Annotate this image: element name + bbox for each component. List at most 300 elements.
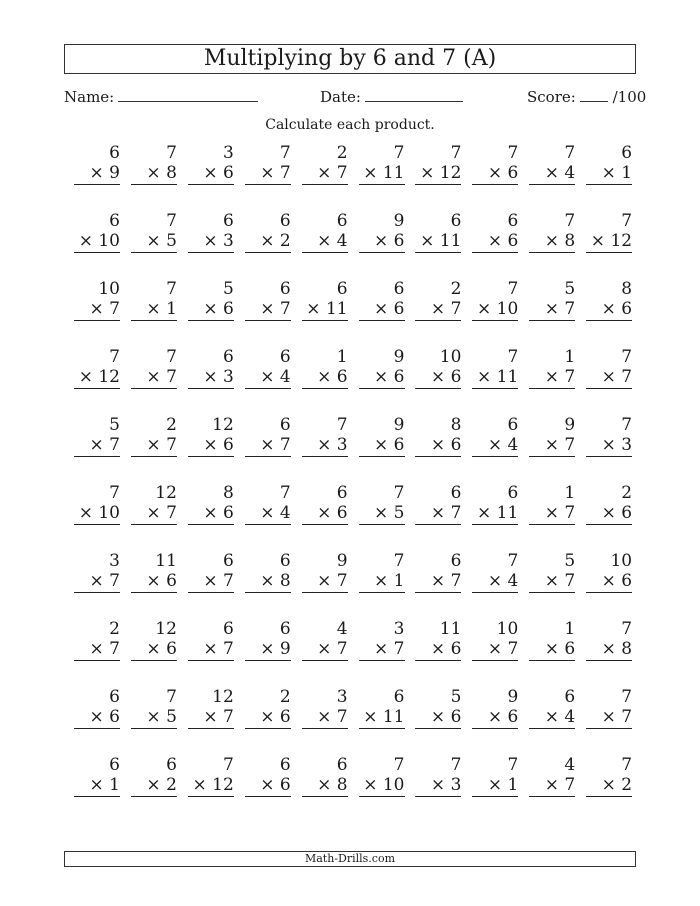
problem (472, 347, 518, 389)
multiplier: 8 (621, 639, 633, 659)
multiplier-line (131, 435, 177, 457)
multiplier-line (529, 571, 575, 593)
multiplicand: 7 (507, 143, 519, 163)
multiplicand: 6 (109, 755, 120, 775)
multiplier: 6 (166, 571, 177, 591)
problem (131, 347, 177, 389)
multiplier: 7 (109, 435, 120, 455)
multiplier: 11 (496, 367, 519, 387)
times-sign: × (374, 435, 389, 455)
problem (188, 211, 234, 253)
problem (302, 687, 348, 729)
multiplier-line (359, 163, 405, 185)
problem (529, 755, 575, 797)
multiplier-line (472, 435, 518, 457)
multiplicand: 2 (166, 415, 177, 435)
problem (302, 279, 348, 321)
multiplicand: 7 (621, 687, 633, 707)
multiplier: 7 (222, 639, 234, 659)
multiplier-line (188, 707, 234, 729)
multiplier: 1 (621, 163, 633, 183)
multiplier: 5 (393, 503, 405, 523)
multiplicand: 9 (336, 551, 348, 571)
multiplicand: 6 (222, 347, 234, 367)
multiplier: 6 (621, 503, 633, 523)
multiplier-line (188, 299, 234, 321)
times-sign: × (89, 639, 104, 659)
multiplicand: 7 (621, 415, 633, 435)
info-row (0, 86, 700, 110)
times-sign: × (374, 299, 389, 319)
multiplier-line (302, 639, 348, 661)
problem (74, 279, 120, 321)
problem-row (64, 619, 636, 687)
multiplier-line (359, 503, 405, 525)
times-sign: × (260, 435, 275, 455)
multiplier: 4 (564, 707, 576, 727)
multiplier: 3 (222, 231, 234, 251)
multiplier: 4 (507, 571, 519, 591)
times-sign: × (430, 707, 446, 727)
multiplicand: 6 (279, 619, 291, 639)
times-sign: × (430, 571, 446, 591)
multiplicand: 7 (507, 551, 519, 571)
multiplier: 6 (393, 435, 405, 455)
problem-grid (64, 143, 636, 823)
times-sign: × (430, 299, 446, 319)
multiplier: 7 (279, 163, 291, 183)
times-sign: × (430, 503, 446, 523)
multiplicand: 6 (222, 619, 234, 639)
multiplicand: 8 (222, 483, 234, 503)
problem (586, 687, 632, 729)
multiplier-line (359, 775, 405, 797)
multiplier: 3 (222, 367, 234, 387)
multiplier-line (302, 163, 348, 185)
multiplier: 6 (564, 639, 576, 659)
multiplicand: 10 (496, 619, 519, 639)
times-sign: × (601, 571, 616, 591)
problem (245, 347, 291, 389)
multiplier: 6 (222, 503, 234, 523)
times-sign: × (203, 707, 218, 727)
multiplicand: 6 (393, 687, 405, 707)
times-sign: × (146, 163, 161, 183)
problem (131, 483, 177, 525)
multiplier-line (472, 639, 518, 661)
multiplicand: 7 (507, 279, 519, 299)
score-blank-line (580, 86, 608, 102)
multiplier: 7 (222, 707, 234, 727)
problem-row (64, 687, 636, 755)
problem (529, 415, 575, 457)
problem (131, 687, 177, 729)
multiplier-line (359, 707, 405, 729)
multiplicand: 3 (222, 143, 234, 163)
multiplier: 7 (166, 435, 177, 455)
multiplicand: 7 (450, 755, 462, 775)
times-sign: × (601, 639, 616, 659)
problem (131, 551, 177, 593)
score-label: Score: (527, 88, 576, 106)
multiplier-line (529, 639, 575, 661)
multiplier: 6 (621, 299, 633, 319)
multiplier-line (74, 163, 120, 185)
problem (472, 483, 518, 525)
multiplicand: 5 (109, 415, 120, 435)
multiplier: 6 (450, 367, 462, 387)
multiplier-line (245, 231, 291, 253)
multiplier: 7 (564, 775, 576, 795)
multiplier-line (131, 775, 177, 797)
times-sign: × (317, 639, 332, 659)
multiplier: 6 (507, 707, 519, 727)
problem (359, 755, 405, 797)
times-sign: × (146, 299, 161, 319)
problem (302, 347, 348, 389)
times-sign: × (203, 367, 218, 387)
multiplier: 6 (621, 571, 633, 591)
times-sign: × (146, 639, 161, 659)
multiplier: 5 (166, 707, 177, 727)
problem (415, 415, 461, 457)
worksheet-title: Multiplying by 6 and 7 (A) (64, 44, 636, 74)
times-sign: × (78, 231, 93, 251)
multiplicand: 6 (279, 279, 291, 299)
times-sign: × (601, 163, 616, 183)
problem (586, 619, 632, 661)
multiplier-line (74, 639, 120, 661)
multiplier-line (415, 639, 461, 661)
multiplier: 7 (450, 299, 462, 319)
multiplier: 11 (496, 503, 519, 523)
times-sign: × (601, 775, 616, 795)
multiplier-line (245, 163, 291, 185)
problem (245, 211, 291, 253)
multiplier: 8 (166, 163, 177, 183)
multiplicand: 12 (155, 619, 177, 639)
multiplicand: 9 (564, 415, 576, 435)
multiplicand: 7 (109, 347, 120, 367)
multiplier: 12 (98, 367, 120, 387)
multiplier-line (131, 163, 177, 185)
multiplier-line (359, 231, 405, 253)
multiplicand: 7 (564, 211, 576, 231)
problem (415, 211, 461, 253)
multiplier-line (529, 163, 575, 185)
problem (529, 687, 575, 729)
problem (359, 211, 405, 253)
multiplicand: 7 (166, 687, 177, 707)
problem (415, 755, 461, 797)
multiplier-line (415, 571, 461, 593)
times-sign: × (192, 775, 207, 795)
multiplier-line (359, 639, 405, 661)
multiplicand: 6 (109, 211, 120, 231)
multiplier-line (586, 707, 632, 729)
problem-row (64, 415, 636, 483)
instructions: Calculate each product. (265, 117, 435, 133)
multiplicand: 7 (393, 143, 405, 163)
times-sign: × (260, 775, 275, 795)
multiplicand: 5 (222, 279, 234, 299)
times-sign: × (487, 571, 503, 591)
multiplier: 7 (564, 367, 576, 387)
multiplier: 7 (279, 299, 291, 319)
multiplier-line (415, 163, 461, 185)
multiplier-line (188, 435, 234, 457)
problem (245, 483, 291, 525)
multiplicand: 2 (621, 483, 633, 503)
problem (74, 619, 120, 661)
multiplicand: 4 (564, 755, 576, 775)
problem (586, 143, 632, 185)
times-sign: × (420, 163, 435, 183)
problem (415, 687, 461, 729)
multiplicand: 6 (507, 483, 519, 503)
problem (472, 211, 518, 253)
multiplier: 6 (336, 503, 348, 523)
times-sign: × (260, 367, 275, 387)
problem (586, 755, 632, 797)
times-sign: × (203, 435, 218, 455)
times-sign: × (487, 775, 503, 795)
times-sign: × (89, 435, 104, 455)
multiplier: 2 (621, 775, 633, 795)
problem (302, 415, 348, 457)
problem (188, 143, 234, 185)
problem (586, 279, 632, 321)
multiplicand: 7 (166, 143, 177, 163)
multiplier: 8 (336, 775, 348, 795)
problem (188, 483, 234, 525)
multiplier: 7 (109, 639, 120, 659)
multiplier: 10 (496, 299, 519, 319)
multiplicand: 6 (336, 483, 348, 503)
multiplicand: 6 (279, 551, 291, 571)
multiplier-line (74, 707, 120, 729)
multiplicand: 11 (439, 619, 462, 639)
times-sign: × (544, 367, 559, 387)
multiplier-line (188, 503, 234, 525)
multiplier-line (586, 231, 632, 253)
problem (415, 143, 461, 185)
times-sign: × (430, 367, 446, 387)
times-sign: × (544, 163, 559, 183)
multiplier-line (245, 503, 291, 525)
multiplier-line (74, 367, 120, 389)
times-sign: × (544, 435, 559, 455)
problem (415, 279, 461, 321)
multiplicand: 3 (109, 551, 120, 571)
multiplier: 7 (507, 639, 519, 659)
multiplier-line (586, 503, 632, 525)
multiplier-line (302, 367, 348, 389)
multiplier-line (586, 367, 632, 389)
problem (302, 551, 348, 593)
problem (188, 551, 234, 593)
multiplier: 4 (564, 163, 576, 183)
multiplier-line (74, 503, 120, 525)
multiplier: 4 (279, 503, 291, 523)
problem (359, 687, 405, 729)
problem (74, 415, 120, 457)
multiplier: 3 (450, 775, 462, 795)
multiplier-line (472, 775, 518, 797)
problem (302, 619, 348, 661)
multiplier: 7 (109, 571, 120, 591)
times-sign: × (487, 231, 503, 251)
problem (586, 211, 632, 253)
problem (529, 347, 575, 389)
problem (586, 347, 632, 389)
multiplicand: 7 (166, 211, 177, 231)
times-sign: × (203, 231, 218, 251)
multiplicand: 1 (564, 483, 576, 503)
times-sign: × (601, 503, 616, 523)
multiplicand: 10 (98, 279, 120, 299)
multiplicand: 7 (279, 483, 291, 503)
multiplier-line (415, 231, 461, 253)
problem (74, 143, 120, 185)
times-sign: × (203, 571, 218, 591)
multiplier: 6 (222, 163, 234, 183)
times-sign: × (544, 639, 559, 659)
score-total: /100 (612, 88, 647, 106)
problem-row (64, 279, 636, 347)
multiplier: 6 (222, 299, 234, 319)
multiplicand: 7 (279, 143, 291, 163)
multiplicand: 6 (109, 687, 120, 707)
multiplicand: 6 (450, 483, 462, 503)
multiplicand: 6 (393, 279, 405, 299)
multiplier: 9 (109, 163, 120, 183)
times-sign: × (374, 503, 389, 523)
multiplicand: 9 (393, 415, 405, 435)
multiplier-line (245, 367, 291, 389)
multiplicand: 8 (450, 415, 462, 435)
times-sign: × (374, 639, 389, 659)
times-sign: × (317, 707, 332, 727)
multiplier-line (472, 367, 518, 389)
multiplier: 7 (166, 503, 177, 523)
times-sign: × (601, 435, 616, 455)
times-sign: × (374, 367, 389, 387)
multiplicand: 4 (336, 619, 348, 639)
multiplicand: 7 (393, 483, 405, 503)
multiplier-line (188, 639, 234, 661)
multiplicand: 6 (621, 143, 633, 163)
multiplier: 11 (382, 163, 405, 183)
times-sign: × (146, 435, 161, 455)
multiplier: 4 (279, 367, 291, 387)
times-sign: × (487, 639, 503, 659)
multiplicand: 5 (564, 551, 576, 571)
multiplier: 11 (382, 707, 405, 727)
date-blank-line (365, 86, 463, 102)
times-sign: × (487, 163, 503, 183)
multiplier: 9 (279, 639, 291, 659)
problem (472, 143, 518, 185)
problem (472, 687, 518, 729)
multiplier-line (472, 299, 518, 321)
footer-credit: Math-Drills.com (64, 851, 636, 867)
times-sign: × (317, 367, 332, 387)
times-sign: × (89, 163, 104, 183)
times-sign: × (430, 639, 446, 659)
multiplier: 6 (393, 299, 405, 319)
multiplicand: 3 (393, 619, 405, 639)
multiplier: 6 (166, 639, 177, 659)
problem (74, 755, 120, 797)
multiplicand: 3 (336, 687, 348, 707)
times-sign: × (590, 231, 606, 251)
multiplier: 7 (279, 435, 291, 455)
multiplicand: 6 (279, 755, 291, 775)
times-sign: × (260, 503, 275, 523)
multiplicand: 6 (109, 143, 120, 163)
multiplier-line (359, 299, 405, 321)
multiplier-line (131, 299, 177, 321)
problem (131, 279, 177, 321)
multiplier: 1 (109, 775, 120, 795)
multiplier-line (415, 503, 461, 525)
problem (529, 483, 575, 525)
problem (359, 143, 405, 185)
times-sign: × (544, 775, 559, 795)
multiplicand: 5 (450, 687, 462, 707)
multiplier: 1 (393, 571, 405, 591)
problem (529, 279, 575, 321)
problem (188, 415, 234, 457)
multiplier-line (302, 231, 348, 253)
problem (359, 415, 405, 457)
multiplicand: 7 (336, 415, 348, 435)
times-sign: × (146, 707, 161, 727)
times-sign: × (601, 299, 616, 319)
times-sign: × (146, 775, 161, 795)
multiplier: 12 (439, 163, 462, 183)
multiplicand: 7 (621, 347, 633, 367)
multiplier: 7 (450, 503, 462, 523)
multiplicand: 5 (564, 279, 576, 299)
problem (245, 415, 291, 457)
problem (359, 619, 405, 661)
multiplier-line (245, 571, 291, 593)
multiplier-line (131, 231, 177, 253)
multiplier: 7 (222, 571, 234, 591)
multiplier: 12 (212, 775, 234, 795)
multiplier-line (472, 163, 518, 185)
multiplier-line (188, 163, 234, 185)
problem (359, 551, 405, 593)
multiplier-line (529, 775, 575, 797)
multiplier-line (188, 231, 234, 253)
times-sign: × (544, 299, 559, 319)
multiplier: 7 (450, 571, 462, 591)
problem (302, 143, 348, 185)
multiplicand: 7 (507, 347, 519, 367)
problem (74, 211, 120, 253)
multiplicand: 6 (279, 415, 291, 435)
multiplier: 6 (507, 231, 519, 251)
multiplicand: 9 (507, 687, 519, 707)
times-sign: × (146, 571, 161, 591)
multiplier-line (74, 299, 120, 321)
multiplier: 2 (279, 231, 291, 251)
multiplier: 7 (564, 571, 576, 591)
problem-row (64, 347, 636, 415)
